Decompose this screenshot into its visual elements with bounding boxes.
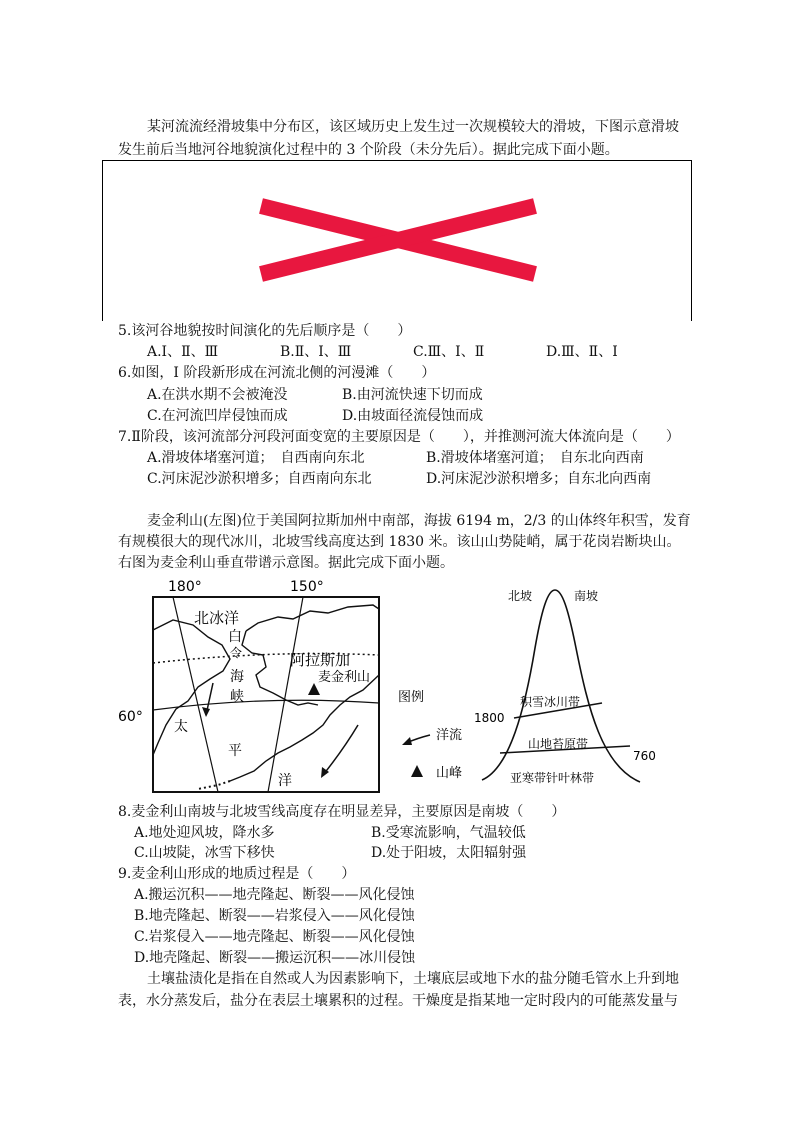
- q8-option-d: D.处于阳坡，太阳辐射强: [371, 845, 527, 861]
- broken-image-cross-icon: [103, 161, 691, 321]
- q8-stem: 8.麦金利山南坡与北坡雪线高度存在明显差异，主要原因是南坡（ ）: [118, 804, 566, 820]
- q6-option-d: D.由坡面径流侵蚀而成: [342, 408, 484, 424]
- q9-stem: 9.麦金利山形成的地质过程是（ ）: [118, 866, 356, 882]
- q7-stem: 7.Ⅱ阶段，该河流部分河段河面变宽的主要原因是（ ），并推测河流大体流向是（ ）: [118, 429, 680, 445]
- q5-stem: 5.该河谷地貌按时间演化的先后顺序是（ ）: [118, 323, 412, 339]
- q5-option-d: D.Ⅲ、Ⅱ、Ⅰ: [546, 344, 618, 360]
- q9-option-c: C.岩浆侵入——地壳隆起、断裂——风化侵蚀: [134, 929, 415, 945]
- intro1-line2: 发生前后当地河谷地貌演化过程中的 3 个阶段（未分先后）。据此完成下面小题。: [118, 142, 619, 158]
- q7-option-b: B.滑坡体堵塞河道； 自东北向西南: [426, 450, 644, 466]
- profile-belt-forest: 亚寒带针叶林带: [510, 771, 595, 785]
- profile-alt-south: 760: [633, 749, 656, 763]
- q5-option-a: A.Ⅰ、Ⅱ、Ⅲ: [147, 344, 219, 360]
- legend-current: 洋流: [436, 728, 463, 743]
- q6-stem: 6.如图，I 阶段新形成在河流北侧的河漫滩（ ）: [118, 365, 436, 381]
- q7-option-c: C.河床泥沙淤积增多；自西南向东北: [147, 471, 372, 487]
- map-strait-char-3: 海: [230, 669, 244, 685]
- profile-alt-north: 1800: [474, 711, 505, 725]
- map-pacific-char-1: 太: [174, 719, 188, 735]
- q7-option-d: D.河床泥沙淤积增多；自东北向西南: [426, 471, 652, 487]
- legend-peak: 山峰: [436, 766, 463, 781]
- q9-option-d: D.地壳隆起、断裂——搬运沉积——冰川侵蚀: [134, 950, 416, 966]
- map-lat-60: 60°: [118, 709, 143, 725]
- q6-option-c: C.在河流凹岸侵蚀而成: [147, 408, 288, 424]
- map-legend: [390, 685, 480, 785]
- intro2-line2: 有规模很大的现代冰川，北坡雪线高度达到 1830 米。该山山势陡峭，属于花岗岩断块山。: [118, 534, 681, 550]
- map-pacific-char-2: 平: [228, 743, 242, 759]
- q9-option-b: B.地壳隆起、断裂——岩浆侵入——风化侵蚀: [134, 908, 415, 924]
- intro3-line1: 土壤盐渍化是指在自然或人为因素影响下，土壤底层或地下水的盐分随毛管水上升到地: [147, 971, 679, 987]
- vertical-zonation-profile: [470, 578, 670, 793]
- q5-option-c: C.Ⅲ、Ⅰ、Ⅱ: [413, 344, 485, 360]
- q9-option-a: A.搬运沉积——地壳隆起、断裂——风化侵蚀: [134, 887, 415, 903]
- q5-option-b: B.Ⅱ、Ⅰ、Ⅲ: [280, 344, 352, 360]
- q8-option-b: B.受寒流影响，气温较低: [371, 825, 526, 841]
- map-arctic-ocean: 北冰洋: [194, 609, 240, 627]
- intro2-line1: 麦金利山(左图)位于美国阿拉斯加州中南部，海拔 6194 m，2/3 的山体终年积雪，发育: [147, 513, 691, 529]
- map-pacific-char-3: 洋: [278, 773, 292, 789]
- profile-belt-tundra: 山地苔原带: [528, 737, 589, 751]
- legend-title: 图例: [398, 690, 425, 705]
- profile-north-slope: 北坡: [508, 589, 533, 603]
- missing-figure-box: [102, 160, 692, 321]
- alaska-map: [118, 575, 418, 800]
- map-alaska: 阿拉斯加: [290, 651, 351, 669]
- q6-option-b: B.由河流快速下切而成: [342, 387, 483, 403]
- q8-option-a: A.地处迎风坡，降水多: [134, 825, 275, 841]
- map-lon-180: 180°: [168, 579, 202, 595]
- intro3-line2: 表，水分蒸发后，盐分在表层土壤累积的过程。干燥度是指某地一定时段内的可能蒸发量与: [118, 993, 678, 1009]
- intro1-line1: 某河流流经滑坡集中分布区，该区域历史上发生过一次规模较大的滑坡，下图示意滑坡: [147, 119, 679, 135]
- q7-option-a: A.滑坡体堵塞河道； 自西南向东北: [147, 450, 365, 466]
- profile-south-slope: 南坡: [574, 589, 599, 603]
- map-lon-150: 150°: [290, 579, 324, 595]
- map-strait-char-4: 峡: [230, 689, 244, 705]
- map-strait-char-1: 白: [228, 629, 242, 645]
- map-mckinley: 麦金利山: [318, 670, 371, 685]
- q6-option-a: A.在洪水期不会被淹没: [147, 387, 288, 403]
- q8-option-c: C.山坡陡，冰雪下移快: [134, 845, 275, 861]
- legend-peak-icon: [411, 765, 423, 777]
- map-strait-char-2: 令: [230, 646, 243, 660]
- profile-belt-snow: 积雪冰川带: [520, 695, 581, 709]
- intro2-line3: 右图为麦金利山垂直带谱示意图。据此完成下面小题。: [118, 555, 454, 571]
